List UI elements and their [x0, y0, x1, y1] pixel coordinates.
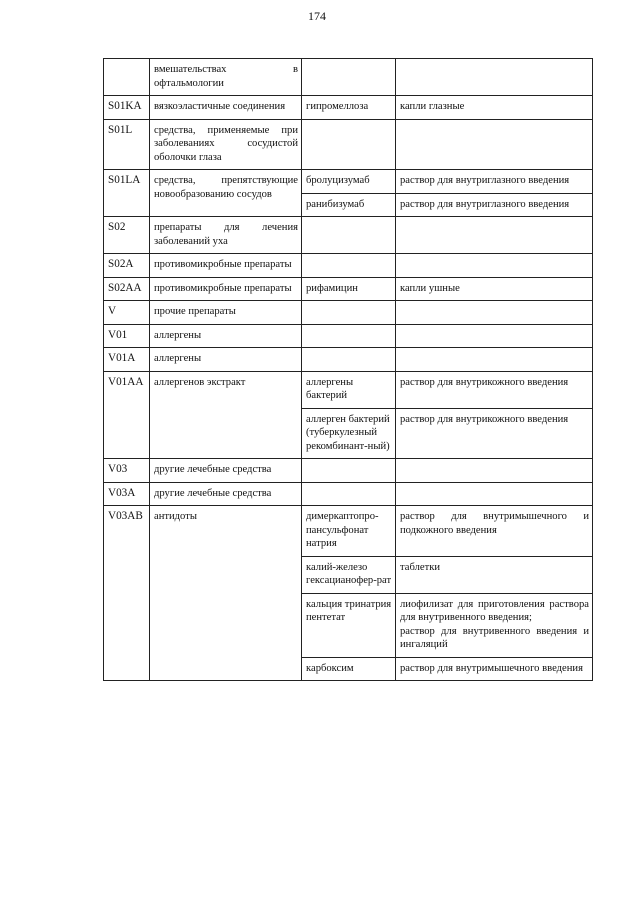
drug-name-cell: [302, 301, 396, 325]
dosage-form-text: раствор для внутримышечного и подкожного введения: [400, 511, 589, 536]
drug-name-cell: аллерген бактерий (туберкулезный рекомбинант-ный): [302, 408, 396, 459]
dosage-form-cell: [396, 657, 593, 681]
anatomical-group-cell: противомикробные препараты: [150, 254, 302, 278]
table-row: [104, 371, 593, 408]
drug-name-cell: рифамицин: [302, 277, 396, 301]
table-row: [104, 301, 593, 325]
dosage-form-text: капли глазные: [400, 101, 465, 112]
anatomical-group-cell: средства, препятствующие новообразованию сосудов: [150, 170, 302, 217]
table-row: [104, 119, 593, 170]
table-row: [104, 170, 593, 194]
medication-table: [103, 58, 593, 681]
dosage-form-cell: [396, 170, 593, 194]
table-row: [104, 506, 593, 557]
anatomical-group-cell: вязкоэластичные соединения: [150, 96, 302, 120]
anatomical-group-cell: аллергенов экстракт: [150, 371, 302, 459]
drug-name-cell: [302, 119, 396, 170]
anatomical-group-cell: аллергены: [150, 348, 302, 372]
atc-code-cell: V01: [104, 324, 150, 348]
dosage-form-text: лиофилизат для приготовления раствора для внутривенного введения;: [400, 598, 589, 623]
table-row: [104, 324, 593, 348]
dosage-form-cell: [396, 193, 593, 217]
dosage-form-cell: [396, 119, 593, 170]
drug-name-cell: карбоксим: [302, 657, 396, 681]
dosage-form-cell: [396, 408, 593, 459]
atc-code-cell: V03A: [104, 482, 150, 506]
dosage-form-cell: [396, 324, 593, 348]
table-row: [104, 96, 593, 120]
dosage-form-cell: [396, 301, 593, 325]
anatomical-group-cell: антидоты: [150, 506, 302, 681]
atc-code-cell: V03AB: [104, 506, 150, 681]
atc-code-cell: S01L: [104, 119, 150, 170]
dosage-form-cell: [396, 371, 593, 408]
dosage-form-text: раствор для внутрикожного введения: [400, 376, 569, 388]
anatomical-group-cell: противомикробные препараты: [150, 277, 302, 301]
atc-code-cell: V03: [104, 459, 150, 483]
dosage-form-cell: [396, 593, 593, 657]
dosage-form-text: раствор для внутримышечного введения: [400, 662, 583, 674]
anatomical-group-cell: прочие препараты: [150, 301, 302, 325]
dosage-form-cell: [396, 482, 593, 506]
atc-code-cell: V01AA: [104, 371, 150, 459]
drug-name-cell: гипромеллоза: [302, 96, 396, 120]
drug-name-cell: кальция тринатрия пентетат: [302, 593, 396, 657]
table-row: [104, 59, 593, 96]
drug-name-cell: [302, 59, 396, 96]
atc-code-cell: S01LA: [104, 170, 150, 217]
drug-name-cell: димеркаптопро-пансульфонат натрия: [302, 506, 396, 557]
table-row: [104, 482, 593, 506]
drug-name-cell: [302, 324, 396, 348]
dosage-form-cell: [396, 254, 593, 278]
dosage-form-cell: [396, 506, 593, 557]
dosage-form-cell: [396, 59, 593, 96]
dosage-form-text: раствор для внутриглазного введения: [400, 198, 570, 210]
table-row: [104, 217, 593, 254]
anatomical-group-cell: средства, применяемые при заболеваниях сосудистой оболочки глаза: [150, 119, 302, 170]
drug-name-cell: [302, 254, 396, 278]
dosage-form-cell: [396, 277, 593, 301]
drug-name-cell: калий-железо гексацианофер-рат: [302, 556, 396, 593]
anatomical-group-cell: другие лечебные средства: [150, 482, 302, 506]
table-row: [104, 348, 593, 372]
dosage-form-cell: [396, 556, 593, 593]
dosage-form-cell: [396, 96, 593, 120]
anatomical-group-cell: препараты для лечения заболеваний уха: [150, 217, 302, 254]
dosage-form-text: таблетки: [400, 561, 441, 573]
table-row: [104, 277, 593, 301]
atc-code-cell: V: [104, 301, 150, 325]
atc-code-cell: S02: [104, 217, 150, 254]
atc-code-cell: S02A: [104, 254, 150, 278]
drug-name-cell: бролуцизумаб: [302, 170, 396, 194]
dosage-form-text: раствор для внутривенного введения и ингаляций: [400, 625, 589, 650]
table-row: [104, 459, 593, 483]
dosage-form-cell: [396, 348, 593, 372]
table-row: [104, 254, 593, 278]
dosage-form-cell: [396, 459, 593, 483]
page-number: 174: [308, 9, 326, 23]
dosage-form-cell: [396, 217, 593, 254]
drug-name-cell: аллергены бактерий: [302, 371, 396, 408]
drug-name-cell: ранибизумаб: [302, 193, 396, 217]
drug-name-cell: [302, 348, 396, 372]
anatomical-group-cell: аллергены: [150, 324, 302, 348]
dosage-form-text: раствор для внутриглазного введения: [400, 175, 570, 186]
atc-code-cell: [104, 59, 150, 96]
atc-code-cell: V01A: [104, 348, 150, 372]
atc-code-cell: S02AA: [104, 277, 150, 301]
dosage-form-text: раствор для внутрикожного введения: [400, 413, 569, 425]
drug-name-cell: [302, 217, 396, 254]
anatomical-group-cell: другие лечебные средства: [150, 459, 302, 483]
atc-code-cell: S01KA: [104, 96, 150, 120]
dosage-form-text: капли ушные: [400, 282, 460, 294]
drug-name-cell: [302, 482, 396, 506]
anatomical-group-cell: вмешательствах в офтальмологии: [150, 59, 302, 96]
drug-name-cell: [302, 459, 396, 483]
